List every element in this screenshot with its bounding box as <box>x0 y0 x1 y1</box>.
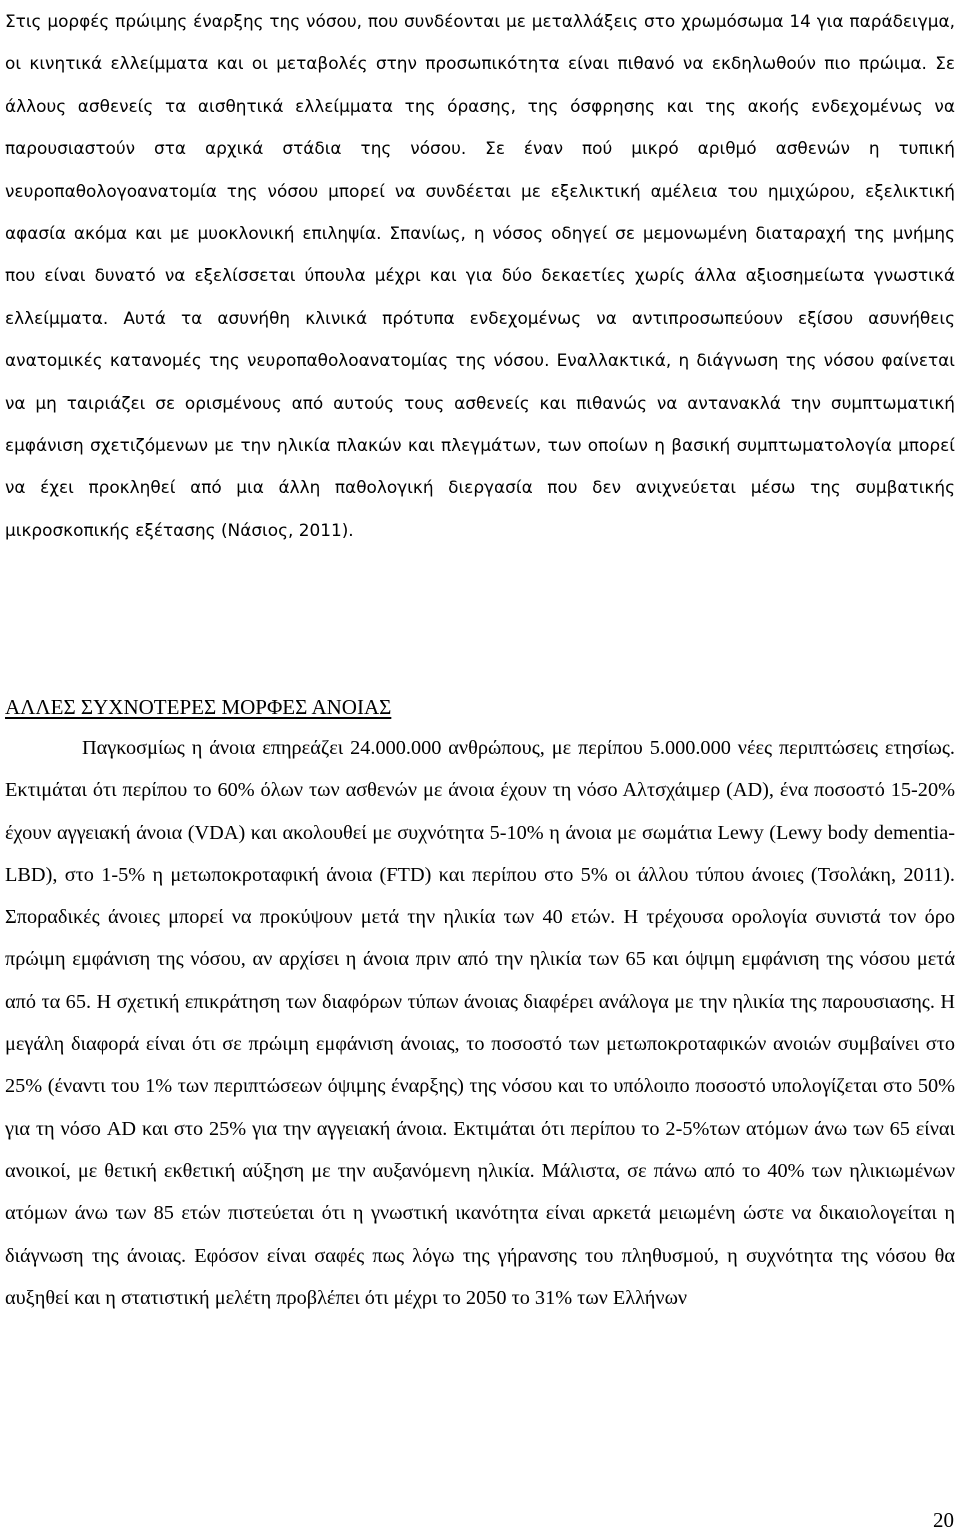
section-heading: ΑΛΛΕΣ ΣΥΧΝΟΤΕΡΕΣ ΜΟΡΦΕΣ ΑΝΟΙΑΣ <box>5 695 392 719</box>
body-paragraph: Στις μορφές πρώιμης έναρξης της νόσου, που συνδέονται με μεταλλάξεις στο χρωμόσωμα 14 για παράδειγμα, οι κινητικά ελλείμματα και οι μεταβολές στην προσωπικότητα είναι πιθανό να εκδηλωθούν πιο πρώιμα. Σε άλλους ασθενείς τα αισθητικά ελλείμματα της όρασης, της όσφρησης και της ακοής ενδεχομένως να παρουσιαστούν στα αρχικά στάδια της νόσου. Σε έναν πού μικρό αριθμό ασθενών η τυπική νευροπαθολογοανατομία της νόσου μπορεί να συνδέεται με εξελικτική αμέλεια του ημιχώρου, εξελικτική αφασία ακόμα και με μυοκλονική επιληψία. Σπανίως, η νόσος οδηγεί σε μεμονωμένη διαταραχή της μνήμης που είναι δυνατό να εξελίσσεται ύπουλα μέχρι και για δύο δεκαετίες χωρίς άλλα αξιοσημείωτα γνωστικά ελλείμματα. Αυτά τα ασυνήθη κλινικά πρότυπα ενδεχομένως να αντιπροσωπεύουν εξίσου ασυνήθεις ανατομικές κατανομές της νευροπαθολοανατομίας της νόσου. Εναλλακτικά, η διάγνωση της νόσου φαίνεται να μη ταιριάζει σε ορισμένους από αυτούς τους ασθενείς και πιθανώς να αντανακλά την συμπτωματική εμφάνιση σχετιζόμενων με την ηλικία πλακών και πλεγμάτων, των οποίων η βασική συμπτωματολογία μπορεί να έχει προκληθεί από μια άλλη παθολογική διεργασία που δεν ανιχνεύεται μέσω της συμβατικής μικροσκοπικής εξέτασης (Νάσιος, 2011). <box>5 11 955 540</box>
page-number: 20 <box>933 1508 954 1532</box>
body-paragraph: Παγκοσμίως η άνοια επηρεάζει 24.000.000 ανθρώπους, με περίπου 5.000.000 νέες περιπτώσεις ετησίως. Εκτιμάται ότι περίπου το 60% όλων των ασθενών με άνοια έχουν τη νόσο Αλτσχάιμερ (AD), ένα ποσοστό 15-20% έχουν αγγειακή άνοια (VDA) και ακολουθεί με συχνότητα 5-10% η άνοια με σωμάτια Lewy (Lewy body dementia- LBD), στο 1-5% η μετωποκροταφική άνοια (FTD) και περίπου στο 5% οι άλλου τύπου άνοιες (Τσολάκη, 2011). Σποραδικές άνοιες μπορεί να προκύψουν μετά την ηλικία των 40 ετών. Η τρέχουσα ορολογία συνιστά τον όρο πρώιμη εμφάνιση της νόσου, αν αρχίσει η άνοια πριν από την ηλικία των 65 και όψιμη εμφάνιση της νόσου μετά από τα 65. Η σχετική επικράτηση των διαφόρων τύπων άνοιας διαφέρει ανάλογα με την ηλικία της παρουσιασης. Η μεγάλη διαφορά είναι ότι σε πρώιμη εμφάνιση άνοιας, το ποσοστό των μετωποκροταφικών ανοιών συμβαίνει στο 25% (έναντι του 1% των περιπτώσεων όψιμης έναρξης) της νόσου και το υπόλοιπο ποσοστό υπολογίζεται στο 50% για τη νόσο AD και στο 25% για την αγγειακή άνοια. Εκτιμάται ότι περίπου το 2-5%των ατόμων άνω των 65 είναι ανοικοί, με θετική εκθετική αύξηση με την αυξανόμενη ηλικία. Μάλιστα, σε πάνω από το 40% των ηλικιωμένων ατόμων άνω των 85 ετών πιστεύεται ότι η γνωστική ικανότητα είναι αρκετά μειωμένη ώστε να δικαιολογείται η διάγνωση της άνοιας. Εφόσον είναι σαφές πως λόγω της γήρανσης του πληθυσμού, η συχνότητα της νόσου θα αυξηθεί και η στατιστική μελέτη προβλέπει ότι μέχρι το 2050 το 31% των Ελλήνων <box>5 737 955 1309</box>
